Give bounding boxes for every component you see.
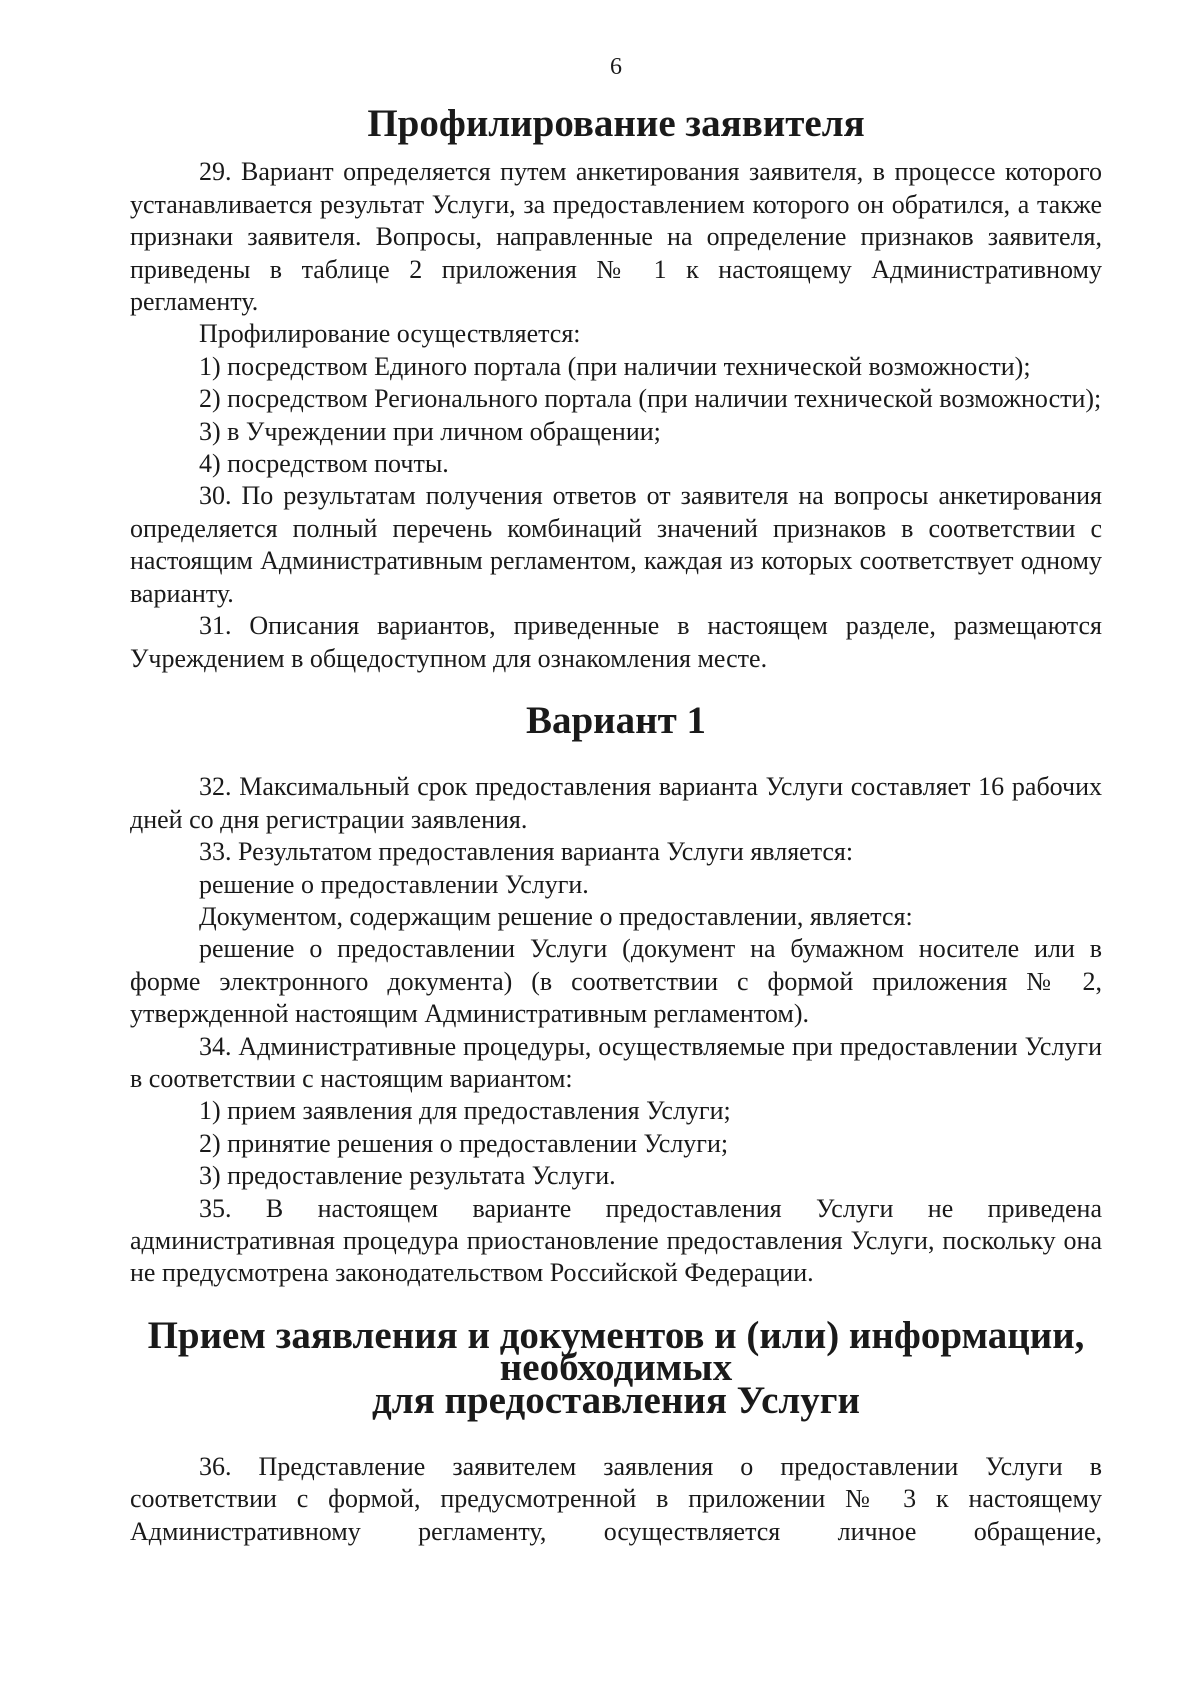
section-title-variant-1: Вариант 1 <box>525 698 707 742</box>
paragraph-33-document: Документом, содержащим решение о предоставлении, является: <box>199 901 913 931</box>
section-title-reception-line-2: для предоставления Услуги <box>372 1378 860 1422</box>
paragraph-31: 31. Описания вариантов, приведенные в настоящем разделе, размещаются Учреждением в общедоступном для ознакомления месте. <box>130 611 1102 673</box>
paragraph-profiling-intro: Профилирование осуществляется: <box>199 319 581 349</box>
paragraph-32: 32. Максимальный срок предоставления варианта Услуги составляет 16 рабочих дней со дня регистрации заявления. <box>130 772 1102 834</box>
page-number: 6 <box>610 54 622 80</box>
paragraph-33-document-detail: решение о предоставлении Услуги (документ на бумажном носителе или в форме электронного документа) (в соответствии с формой приложения № 2, утвержденной настоящим Административным регламентом). <box>130 934 1102 1029</box>
list-item-3: 3) в Учреждении при личном обращении; <box>199 416 661 446</box>
list-item-1: 1) посредством Единого портала (при наличии технической возможности); <box>199 351 1031 381</box>
section-title-profiling: Профилирование заявителя <box>367 102 865 145</box>
section-title-reception-line-1: Прием заявления и документов и (или) информации, необходимых <box>147 1313 1085 1390</box>
document-body <box>130 102 1102 1548</box>
list-item-4: 4) посредством почты. <box>199 449 449 479</box>
procedure-item-1: 1) прием заявления для предоставления Услуги; <box>199 1096 731 1126</box>
paragraph-35: 35. В настоящем варианте предоставления Услуги не приведена административная процедура приостановление предоставления Услуги, поскольку она не предусмотрена законодательством Российской Федерации. <box>130 1193 1102 1288</box>
paragraph-33: 33. Результатом предоставления варианта Услуги является: <box>199 837 854 867</box>
paragraph-34: 34. Административные процедуры, осуществляемые при предоставлении Услуги в соответствии с настоящим вариантом: <box>130 1031 1102 1093</box>
paragraph-36: 36. Представление заявителем заявления о предоставлении Услуги в соответствии с формой, предусмотренной в приложении № 3 к настоящему Административному регламенту, осуществляется личное обращение, <box>130 1452 1102 1546</box>
list-item-2: 2) посредством Регионального портала (при наличии технической возможности); <box>199 384 1102 414</box>
paragraph-30: 30. По результатам получения ответов от заявителя на вопросы анкетирования определяется полный перечень комбинаций значений признаков в соответствии с настоящим Административным регламентом, каждая из которых соответствует одному варианту. <box>130 481 1102 608</box>
paragraph-29: 29. Вариант определяется путем анкетирования заявителя, в процессе которого устанавливается результат Услуги, за предоставлением которого он обратился, а также признаки заявителя. Вопросы, направленные на определение признаков заявителя, приведены в таблице 2 приложения № 1 к настоящему Административному регламенту. <box>130 157 1102 317</box>
procedure-item-2: 2) принятие решения о предоставлении Услуги; <box>199 1128 729 1158</box>
section-title-reception <box>130 1313 1102 1422</box>
procedure-item-3: 3) предоставление результата Услуги. <box>199 1161 616 1191</box>
paragraph-33-result: решение о предоставлении Услуги. <box>199 869 589 899</box>
